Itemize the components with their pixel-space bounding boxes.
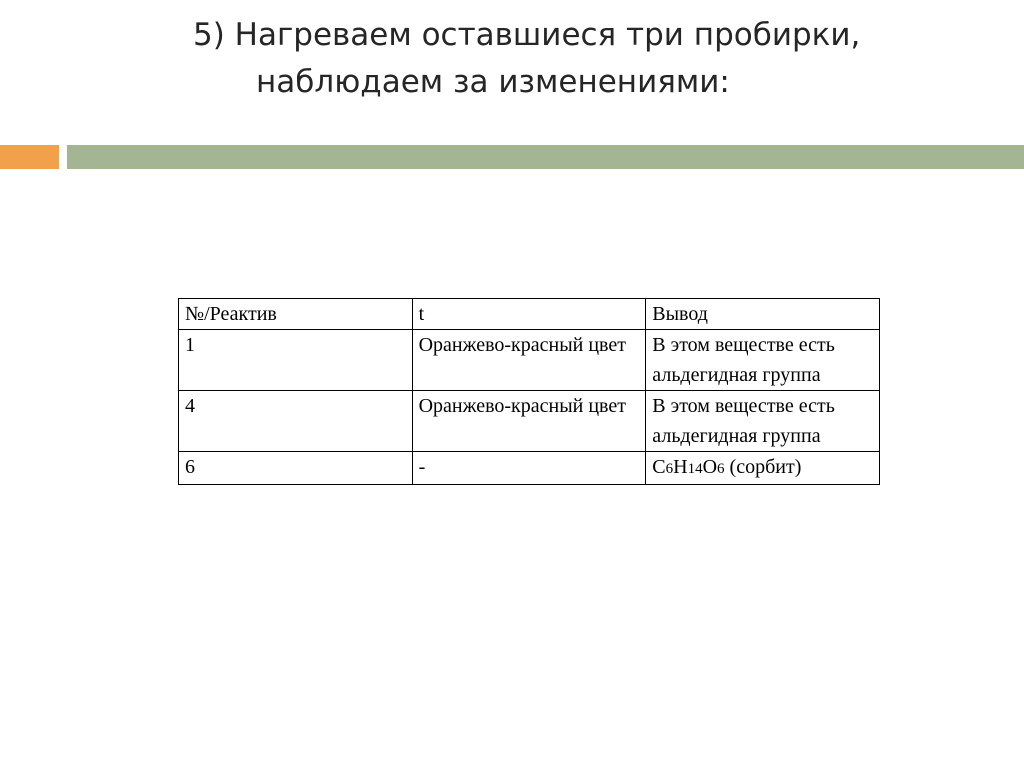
results-table: [178, 298, 880, 485]
decorative-orange-bar: [0, 145, 59, 169]
table-row: [179, 330, 880, 391]
cell-t: -: [412, 452, 646, 485]
table-row: [179, 452, 880, 485]
cell-t: Оранжево-красный цвет: [412, 391, 646, 452]
formula-note: (сорбит): [724, 456, 802, 478]
cell-t: Оранжево-красный цвет: [412, 330, 646, 391]
cell-number: 4: [179, 391, 413, 452]
formula-oxygen: O: [702, 456, 718, 478]
slide-title-line-1: 5) Нагреваем оставшиеся три пробирки,: [193, 17, 861, 53]
formula-oxygen-count: 6: [717, 461, 725, 477]
formula-hydrogen-count: 14: [687, 461, 703, 477]
formula-hydrogen: H: [673, 456, 688, 478]
slide-title-line-2: наблюдаем за изменениями:: [256, 64, 730, 100]
decorative-green-bar: [67, 145, 1024, 169]
cell-conclusion: В этом веществе есть альдегидная группа: [646, 391, 880, 452]
cell-number: 1: [179, 330, 413, 391]
table-header-row: [179, 299, 880, 330]
header-reagent: №/Реактив: [179, 299, 413, 330]
slide-title: [0, 12, 1024, 106]
formula-carbon: C: [652, 456, 666, 478]
formula-carbon-count: 6: [665, 461, 674, 477]
cell-conclusion: В этом веществе есть альдегидная группа: [646, 330, 880, 391]
header-conclusion: Вывод: [646, 299, 880, 330]
cell-number: 6: [179, 452, 413, 485]
header-t: t: [412, 299, 646, 330]
cell-formula: [646, 452, 880, 485]
table-row: [179, 391, 880, 452]
